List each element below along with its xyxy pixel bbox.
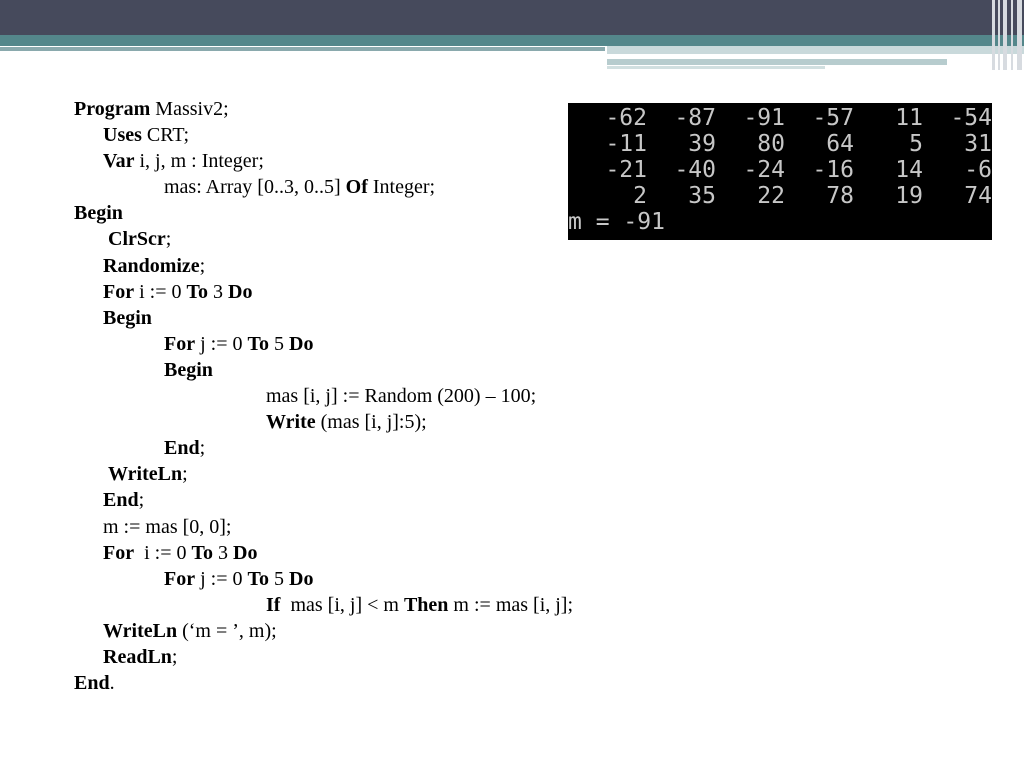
- code-keyword: If: [266, 593, 281, 616]
- code-keyword: For: [103, 541, 135, 564]
- decor-bar: [607, 46, 1024, 54]
- code-keyword: Do: [289, 567, 314, 590]
- console-value: 74: [964, 183, 992, 209]
- console-value: -62: [605, 105, 647, 131]
- code-text: (‘m = ’, m);: [177, 619, 277, 642]
- code-text: i := 0: [134, 541, 192, 564]
- console-value: -21: [605, 157, 647, 183]
- code-keyword: Do: [228, 280, 253, 303]
- console-value: -91: [743, 105, 785, 131]
- accent-underline: [0, 47, 605, 51]
- code-keyword: ClrScr: [108, 228, 166, 251]
- decor-bar: [607, 59, 947, 65]
- code-text: m := mas [i, j];: [448, 593, 574, 616]
- code-text: Massiv2;: [150, 98, 229, 120]
- code-line: [74, 540, 694, 566]
- console-value: 64: [826, 131, 854, 157]
- code-line: [74, 487, 694, 513]
- code-keyword: Begin: [103, 306, 152, 329]
- code-text: i := 0: [134, 280, 187, 303]
- code-keyword: Write: [266, 411, 316, 434]
- code-text: ;: [171, 645, 178, 668]
- console-result: m = -91: [568, 209, 665, 235]
- code-text: 5: [269, 567, 290, 590]
- code-line: [74, 305, 694, 331]
- code-text: j := 0: [195, 332, 248, 355]
- code-text: .: [109, 672, 115, 695]
- corner-decoration: [990, 0, 1024, 70]
- console-value: -57: [812, 105, 854, 131]
- console-row: [568, 105, 992, 131]
- code-line: [74, 592, 694, 618]
- code-line: [74, 670, 694, 696]
- code-keyword: WriteLn: [108, 463, 183, 486]
- code-keyword: WriteLn: [103, 619, 178, 642]
- code-text: 5: [269, 332, 290, 355]
- accent-band: [0, 35, 1024, 46]
- code-keyword: Of: [345, 176, 368, 199]
- console-value: 78: [826, 183, 854, 209]
- console-value: 11: [895, 105, 923, 131]
- code-line: [74, 461, 694, 487]
- code-keyword: To: [247, 567, 270, 590]
- code-text: (mas [i, j]:5);: [315, 411, 427, 434]
- console-value: 14: [895, 157, 923, 183]
- code-line: [74, 618, 694, 644]
- code-keyword: End: [103, 489, 139, 512]
- code-text: mas: Array [0..3, 0..5]: [164, 176, 346, 199]
- code-line: [74, 566, 694, 592]
- code-keyword: To: [191, 541, 214, 564]
- code-text: mas [i, j] := Random (200) – 100;: [266, 385, 537, 408]
- code-text: mas [i, j] < m: [280, 593, 404, 616]
- code-keyword: Then: [403, 593, 449, 616]
- console-row: [568, 131, 992, 157]
- console-value: -40: [674, 157, 716, 183]
- code-keyword: Begin: [74, 202, 123, 225]
- code-line: [74, 644, 694, 670]
- code-keyword: Begin: [164, 358, 213, 381]
- console-value: -6: [964, 157, 992, 183]
- console-value: -54: [950, 105, 992, 131]
- console-output: [568, 103, 992, 240]
- code-line: [74, 279, 694, 305]
- code-line: [74, 357, 694, 383]
- decor-bar: [607, 66, 825, 69]
- code-keyword: For: [164, 567, 196, 590]
- console-value: 2: [633, 183, 647, 209]
- header-band: [0, 0, 1024, 35]
- console-value: 80: [757, 131, 785, 157]
- code-keyword: To: [247, 332, 270, 355]
- console-value: 35: [688, 183, 716, 209]
- console-value: 22: [757, 183, 785, 209]
- code-line: [74, 383, 694, 409]
- code-line: [74, 331, 694, 357]
- code-text: ;: [199, 437, 206, 460]
- code-keyword: Do: [233, 541, 258, 564]
- console-value: -16: [812, 157, 854, 183]
- code-line: [74, 514, 694, 540]
- console-value: 39: [688, 131, 716, 157]
- code-keyword: Var: [103, 150, 135, 173]
- code-text: m := mas [0, 0];: [103, 515, 232, 538]
- code-text: i, j, m : Integer;: [134, 150, 264, 173]
- console-value: 19: [895, 183, 923, 209]
- code-keyword: For: [164, 332, 196, 355]
- code-keyword: End: [164, 437, 200, 460]
- code-keyword: Do: [289, 332, 314, 355]
- code-text: ;: [138, 489, 145, 512]
- code-text: j := 0: [195, 567, 248, 590]
- code-keyword: Randomize: [103, 254, 200, 277]
- console-value: -87: [674, 105, 716, 131]
- code-keyword: Program: [74, 98, 151, 120]
- code-text: ;: [199, 254, 206, 277]
- code-text: ;: [165, 228, 172, 251]
- code-keyword: To: [186, 280, 209, 303]
- code-text: CRT;: [141, 124, 190, 147]
- console-value: 31: [964, 131, 992, 157]
- code-text: 3: [213, 541, 234, 564]
- console-row: [568, 157, 992, 183]
- code-text: Integer;: [367, 176, 436, 199]
- code-keyword: ReadLn: [103, 645, 172, 668]
- code-line: [74, 435, 694, 461]
- console-row: [568, 183, 992, 209]
- code-keyword: End: [74, 672, 110, 695]
- console-value: -11: [605, 131, 647, 157]
- console-value: 5: [909, 131, 923, 157]
- code-text: ;: [182, 463, 188, 486]
- console-value: -24: [743, 157, 785, 183]
- code-line: [74, 409, 694, 435]
- code-line: [74, 253, 694, 279]
- code-keyword: For: [103, 280, 135, 303]
- code-text: 3: [208, 280, 229, 303]
- code-keyword: Uses: [103, 124, 142, 147]
